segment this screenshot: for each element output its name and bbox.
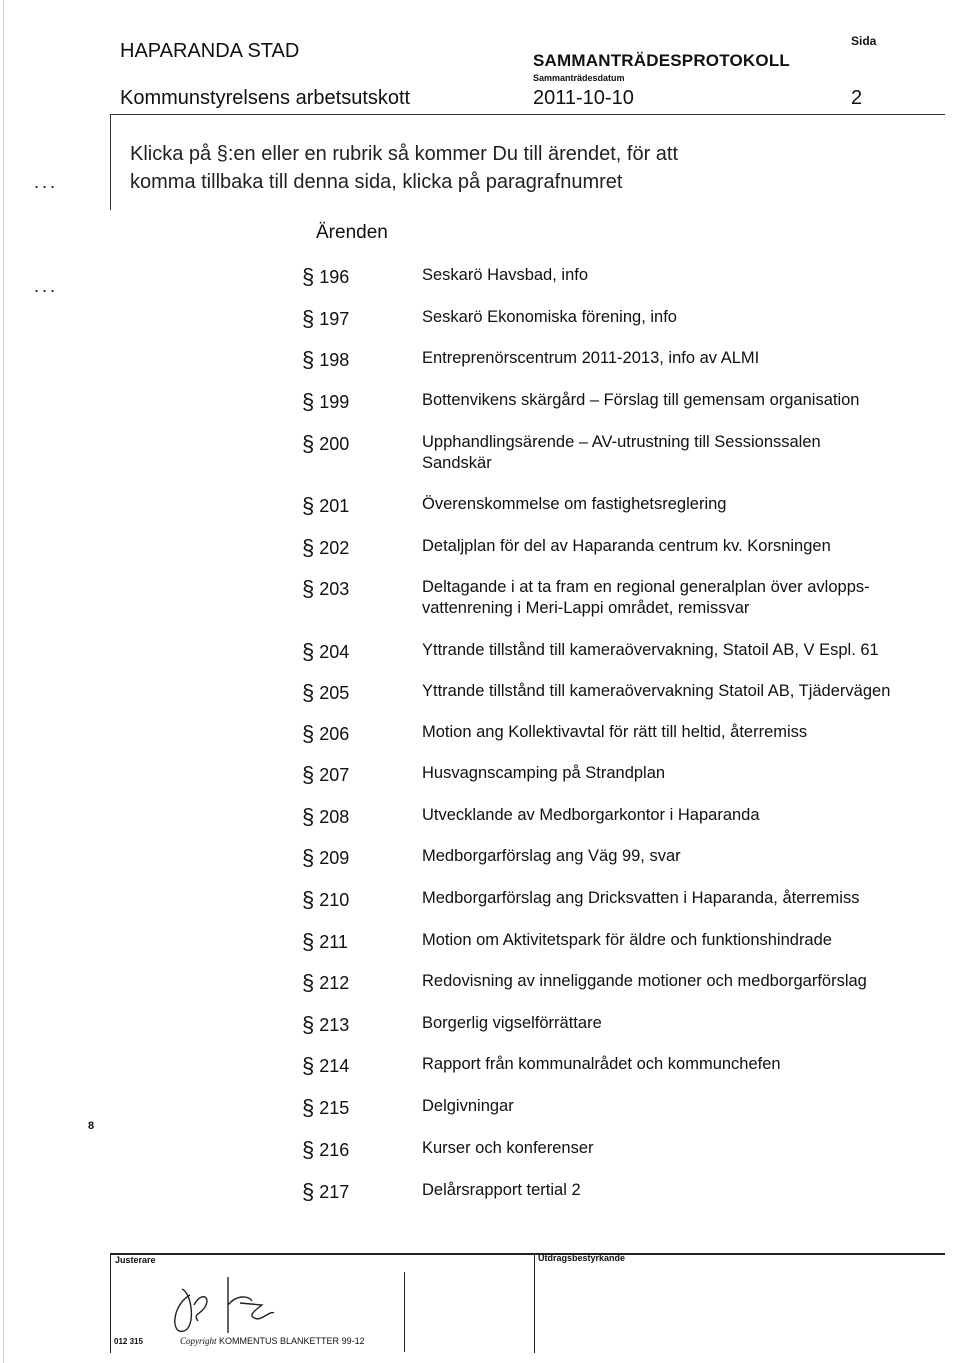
section-symbol: §	[302, 1053, 315, 1078]
paragraph-number-link[interactable]: § 201	[302, 493, 350, 518]
agenda-item-title-link[interactable]: Medborgarförslag ang Dricksvatten i Haparanda, återremiss	[422, 889, 860, 907]
section-symbol: §	[302, 306, 315, 331]
paragraph-number-link[interactable]: § 210	[302, 887, 350, 912]
extract-certification-label: Utdragsbestyrkande	[538, 1253, 626, 1263]
paragraph-number-link[interactable]: § 197	[302, 306, 350, 331]
agenda-item-title-link[interactable]: Entreprenörscentrum 2011-2013, info av ALMI	[422, 349, 760, 367]
paragraph-number-link[interactable]: § 204	[302, 639, 350, 664]
date-label: Sammanträdesdatum	[533, 73, 625, 83]
agenda-item-title-link[interactable]: Bottenvikens skärgård – Förslag till gemensam organisation	[422, 391, 860, 409]
meeting-date: 2011-10-10	[533, 87, 634, 109]
section-symbol: §	[302, 680, 315, 705]
agenda-item-title-link[interactable]: Delårsrapport tertial 2	[422, 1181, 581, 1199]
section-symbol: §	[302, 347, 315, 372]
instructions-text-start: Klicka på	[130, 143, 217, 165]
agenda-item-title-link[interactable]: Kurser och konferenser	[422, 1139, 594, 1157]
agenda-item-title-link[interactable]: Överenskommelse om fastighetsreglering	[422, 495, 727, 513]
section-symbol: §	[302, 639, 315, 664]
agenda-item-title-link[interactable]: Borgerlig vigselförrättare	[422, 1014, 602, 1032]
agenda-item-title-link[interactable]: Detaljplan för del av Haparanda centrum kv. Korsningen	[422, 537, 831, 555]
section-symbol: §	[302, 389, 315, 414]
paragraph-number-link[interactable]: § 212	[302, 970, 350, 995]
section-symbol: §	[302, 762, 315, 787]
form-publisher: KOMMENTUS BLANKETTER	[219, 1336, 340, 1346]
left-margin-line	[110, 114, 111, 210]
form-number: 012 315	[114, 1337, 143, 1346]
section-symbol: §	[302, 576, 315, 601]
section-symbol: §	[302, 264, 315, 289]
footer-divider	[110, 1253, 945, 1255]
footer-box-divider	[404, 1272, 405, 1352]
copyright-word: Copyright	[180, 1336, 217, 1346]
section-symbol: §	[302, 493, 315, 518]
section-symbol: §	[302, 1095, 315, 1120]
section-symbol: §	[302, 1179, 315, 1204]
agenda-item-title-link[interactable]: Seskarö Havsbad, info	[422, 266, 589, 284]
scan-edge-line	[3, 0, 4, 1363]
navigation-instructions	[130, 140, 690, 196]
agenda-item-title-link[interactable]: Redovisning av inneliggande motioner och medborgarförslag	[422, 972, 867, 990]
form-version: 99-12	[341, 1336, 365, 1346]
paragraph-number-link[interactable]: § 200	[302, 431, 350, 456]
agenda-heading: Ärenden	[316, 222, 388, 243]
paragraph-number-link[interactable]: § 208	[302, 804, 350, 829]
footer-box-left	[110, 1253, 111, 1353]
paragraph-number-link[interactable]: § 198	[302, 347, 350, 372]
agenda-item-title-link[interactable]: Yttrande tillstånd till kameraövervakning Statoil AB, Tjädervägen	[422, 682, 891, 700]
agenda-item-title-link[interactable]: Deltagande i at ta fram en regional generalplan över avlopps- vattenrening i Meri-Lappi området, remissvar	[422, 578, 870, 617]
agenda-item-title-link[interactable]: Utvecklande av Medborgarkontor i Haparanda	[422, 806, 760, 824]
paragraph-number-link[interactable]: § 216	[302, 1137, 350, 1162]
signatures-image	[162, 1265, 312, 1345]
paragraph-number-link[interactable]: § 213	[302, 1012, 350, 1037]
agenda-item-title-link[interactable]: Motion om Aktivitetspark för äldre och funktionshindrade	[422, 931, 832, 949]
section-symbol: §	[302, 535, 315, 560]
section-symbol-link[interactable]: §	[216, 143, 228, 165]
section-symbol: §	[302, 1012, 315, 1037]
margin-dots: ...	[34, 172, 59, 192]
paragraph-number-link[interactable]: § 217	[302, 1179, 350, 1204]
page-label: Sida	[851, 34, 877, 48]
section-symbol: §	[302, 721, 315, 746]
section-symbol: §	[302, 845, 315, 870]
margin-page-mark: 8	[88, 1120, 95, 1132]
paragraph-number-link[interactable]: § 203	[302, 576, 350, 601]
agenda-item-title-link[interactable]: Husvagnscamping på Strandplan	[422, 764, 666, 782]
agenda-item-title-link[interactable]: Yttrande tillstånd till kameraövervakning, Statoil AB, V Espl. 61	[422, 641, 879, 659]
agenda-item-title-link[interactable]: Motion ang Kollektivavtal för rätt till heltid, återremiss	[422, 723, 808, 741]
form-imprint	[180, 1336, 365, 1346]
section-symbol: §	[302, 431, 315, 456]
paragraph-number-link[interactable]: § 207	[302, 762, 350, 787]
paragraph-number-link[interactable]: § 214	[302, 1053, 350, 1078]
paragraph-number-link[interactable]: § 202	[302, 535, 350, 560]
agenda-item-title-link[interactable]: Upphandlingsärende – AV-utrustning till Sessionssalen Sandskär	[422, 433, 821, 472]
margin-dots: ...	[34, 276, 59, 296]
paragraph-number-link[interactable]: § 205	[302, 680, 350, 705]
document-title: SAMMANTRÄDESPROTOKOLL	[533, 51, 790, 70]
organization-name: HAPARANDA STAD	[120, 40, 300, 62]
department-name: Kommunstyrelsens arbetsutskott	[120, 87, 411, 109]
section-symbol: §	[302, 970, 315, 995]
paragraph-number-link[interactable]: § 199	[302, 389, 350, 414]
paragraph-number-link[interactable]: § 215	[302, 1095, 350, 1120]
adjuster-label: Justerare	[115, 1255, 156, 1265]
agenda-item-title-link[interactable]: Delgivningar	[422, 1097, 514, 1115]
section-symbol: §	[302, 1137, 315, 1162]
agenda-item-title-link[interactable]: Medborgarförslag ang Väg 99, svar	[422, 847, 681, 865]
header-divider	[110, 114, 945, 115]
agenda-item-title-link[interactable]: Seskarö Ekonomiska förening, info	[422, 308, 677, 326]
page-number: 2	[851, 87, 863, 109]
agenda-item-title-link[interactable]: Rapport från kommunalrådet och kommunchefen	[422, 1055, 781, 1073]
paragraph-number-link[interactable]: § 206	[302, 721, 350, 746]
footer-box-divider	[534, 1253, 535, 1353]
section-symbol: §	[302, 929, 315, 954]
paragraph-number-link[interactable]: § 196	[302, 264, 350, 289]
section-symbol: §	[302, 887, 315, 912]
paragraph-number-link[interactable]: § 211	[302, 929, 348, 954]
section-symbol: §	[302, 804, 315, 829]
instructions-text-end: :en eller en rubrik så kommer Du till ärendet, för att komma tillbaka till denna sida, klicka på paragrafnumret	[130, 143, 679, 193]
paragraph-number-link[interactable]: § 209	[302, 845, 350, 870]
